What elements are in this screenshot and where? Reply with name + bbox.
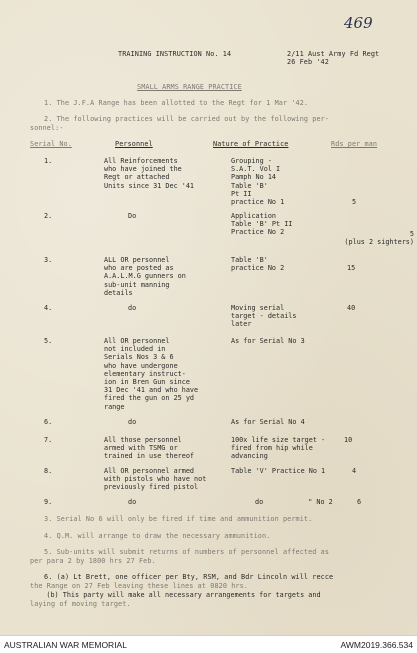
row-5-nature: As for Serial No 3 <box>231 337 305 345</box>
row-3-rounds: 15 <box>347 264 356 272</box>
archive-footer <box>0 635 417 653</box>
column-header-rounds: Rds per man <box>331 140 378 148</box>
row-5-personnel: All OR personnel not included in Serials Nos 3 & 6 who have undergone elementary instruct- ion in Bren Gun since 31 Dec '41 and who have fired the gun on 25 yd range <box>104 337 199 411</box>
unit-name: 2/11 Aust Army Fd Regt <box>287 50 380 58</box>
row-1-rounds: 5 <box>352 198 357 206</box>
row-2-nature: Application Table 'B' Pt II Practice No 2 <box>231 212 293 237</box>
row-8-serial: 8. <box>44 467 53 475</box>
row-1-serial: 1. <box>44 157 53 165</box>
row-7-serial: 7. <box>44 436 53 444</box>
footer-institution: AUSTRALIAN WAR MEMORIAL <box>4 640 127 650</box>
paragraph-2-line-1: 2. The following practices will be carried out by the following per- <box>44 115 330 123</box>
row-6-nature: As for Serial No 4 <box>231 418 305 426</box>
row-7-personnel: All those personnel armed with TSMG or trained in use thereof <box>104 436 195 461</box>
row-8-personnel: All OR personnel armed with pistols who have not previously fired pistol <box>104 467 207 492</box>
footer-accession-number: AWM2019.366.534 <box>340 640 413 650</box>
row-8-nature: Table 'V' Practice No 1 <box>231 467 326 475</box>
row-9-nature: do " No 2 <box>255 498 333 506</box>
paragraph-1: 1. The J.F.A Range has been allotted to the Regt for 1 Mar '42. <box>44 99 309 107</box>
document-date: 26 Feb '42 <box>287 58 329 66</box>
paragraph-4: 4. Q.M. will arrange to draw the necessary ammunition. <box>44 532 271 540</box>
row-2-personnel: Do <box>128 212 137 220</box>
row-4-nature: Moving serial target - details later <box>231 304 297 329</box>
row-5-serial: 5. <box>44 337 53 345</box>
paragraph-6-line-3: (b) This party will make all necessary arrangements for targets and <box>30 591 321 599</box>
row-2-rounds: 5 (plus 2 sighters) <box>344 230 414 247</box>
column-header-serial: Serial No. <box>30 140 72 148</box>
row-4-personnel: do <box>128 304 137 312</box>
document-title: TRAINING INSTRUCTION No. 14 <box>118 50 232 58</box>
handwritten-page-number: 469 <box>344 14 373 32</box>
paragraph-3: 3. Serial No 6 will only be fired if time and ammunition permit. <box>44 515 313 523</box>
paragraph-6-line-1: 6. (a) Lt Brett, one officer per Bty, RSM, and Bdr Lincoln will recce <box>44 573 334 581</box>
row-1-nature: Grouping - S.A.T. Vol I Pamph No 14 Table 'B' Pt II practice No 1 <box>231 157 285 207</box>
row-3-personnel: ALL OR personnel who are posted as A.A.L.M.G gunners on sub-unit manning details <box>104 256 186 297</box>
paragraph-6-line-4: laying of moving target. <box>30 600 131 608</box>
row-9-serial: 9. <box>44 498 53 506</box>
row-4-serial: 4. <box>44 304 53 312</box>
row-8-rounds: 4 <box>352 467 357 475</box>
column-header-nature: Nature of Practice <box>213 140 289 148</box>
paragraph-6-line-2: the Range on 27 Feb leaving these lines at 0820 hrs. <box>30 582 248 590</box>
row-3-serial: 3. <box>44 256 53 264</box>
row-4-rounds: 40 <box>347 304 356 312</box>
row-9-personnel: do <box>128 498 137 506</box>
subject-heading: SMALL ARMS RANGE PRACTICE <box>137 83 242 91</box>
paragraph-2-line-2: sonnel:- <box>30 124 64 132</box>
row-7-rounds: 10 <box>344 436 353 444</box>
row-6-personnel: do <box>128 418 137 426</box>
row-6-serial: 6. <box>44 418 53 426</box>
row-3-nature: Table 'B' practice No 2 <box>231 256 285 273</box>
row-2-serial: 2. <box>44 212 53 220</box>
paragraph-5-line-1: 5. Sub-units will submit returns of numbers of personnel affected as <box>44 548 330 556</box>
row-1-personnel: All Reinforcements who have joined the Regt or attached Units since 31 Dec '41 <box>104 157 195 190</box>
paragraph-5-line-2: per para 2 by 1800 hrs 27 Feb. <box>30 557 156 565</box>
row-9-rounds: 6 <box>357 498 362 506</box>
column-header-personnel: Personnel <box>115 140 153 148</box>
row-7-nature: 100x life size target - fired from hip while advancing <box>231 436 326 461</box>
